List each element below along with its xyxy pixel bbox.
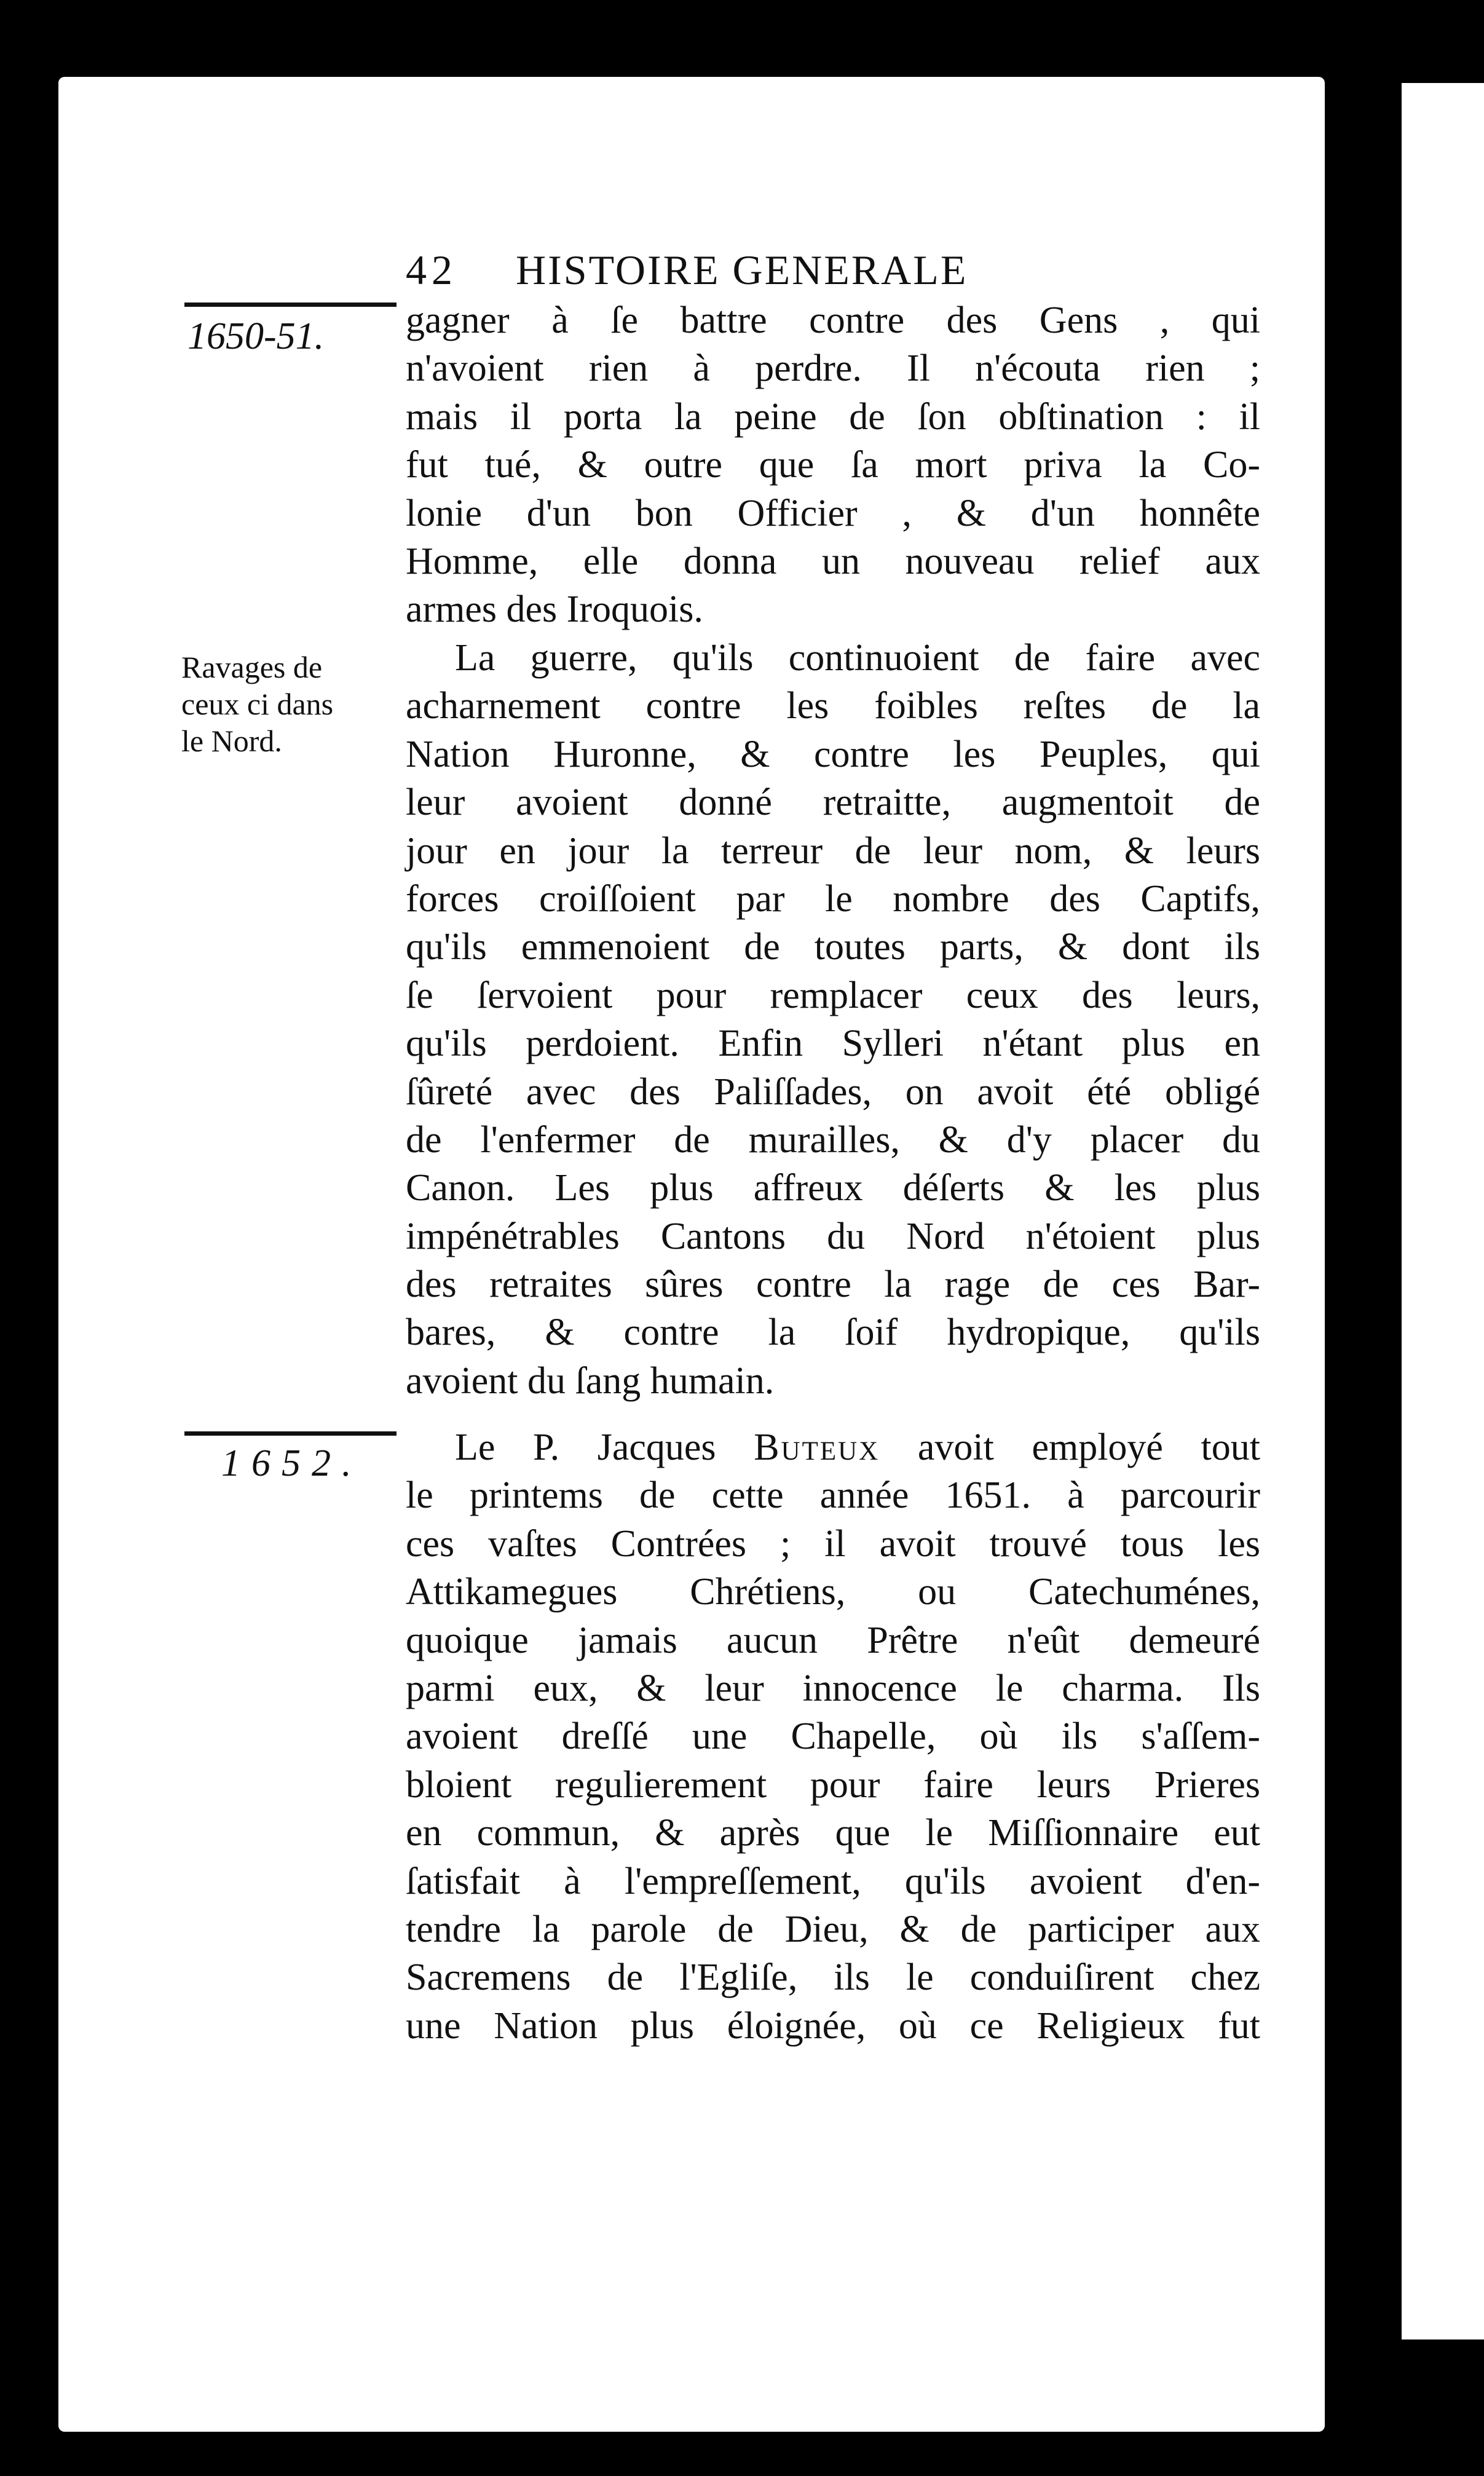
text-line: avoient dreſſé une Chapelle, où ils s'aſſem-: [406, 1715, 1260, 1758]
text-line: n'avoient rien à perdre. Il n'écouta rien ;: [406, 347, 1260, 390]
text-segment: avoit employé tout: [917, 1426, 1261, 1468]
paragraph: [406, 634, 1260, 1405]
text-line: gagner à ſe battre contre des Gens , qui: [406, 299, 1260, 341]
text-line: de l'enfermer de murailles, & d'y placer du: [406, 1118, 1260, 1161]
text-line: impénétrables Cantons du Nord n'étoient plus: [406, 1215, 1260, 1257]
text-line: Sacremens de l'Egliſe, ils le conduiſirent chez: [406, 1956, 1260, 1999]
running-header: [406, 246, 968, 295]
text-line: armes des Iroquois.: [406, 588, 703, 631]
text-line: parmi eux, & leur innocence le charma. Ils: [406, 1667, 1260, 1709]
text-line: fut tué, & outre que ſa mort priva la Co-: [406, 444, 1260, 486]
person-name: Buteux: [754, 1426, 880, 1468]
text-segment: Le P. Jacques: [455, 1426, 716, 1468]
text-line: qu'ils emmenoient de toutes parts, & dont ils: [406, 926, 1260, 968]
margin-rule: [184, 1431, 397, 1436]
text-line: en commun, & après que le Miſſionnaire eut: [406, 1812, 1260, 1854]
paragraph: [406, 1423, 1260, 2050]
text-line: bares, & contre la ſoif hydropique, qu'ils: [406, 1311, 1260, 1354]
text-line: ces vaſtes Contrées ; il avoit trouvé tous les: [406, 1522, 1260, 1565]
text-line: des retraites sûres contre la rage de ces Bar-: [406, 1264, 1260, 1306]
margin-note-line: le Nord.: [181, 724, 282, 758]
text-line: ſatisfait à l'empreſſement, qu'ils avoient d'en-: [406, 1860, 1260, 1902]
text-line: forces croiſſoient par le nombre des Captifs,: [406, 877, 1260, 920]
margin-year: 1652.: [221, 1442, 363, 1484]
text-line: ſe ſervoient pour remplacer ceux des leurs,: [406, 974, 1260, 1016]
text-line: une Nation plus éloignée, où ce Religieux fut: [406, 2004, 1260, 2047]
margin-note-line: ceux ci dans: [181, 687, 334, 721]
text-line: acharnement contre les foibles reſtes de la: [406, 685, 1260, 727]
text-line: tendre la parole de Dieu, & de participer aux: [406, 1908, 1260, 1950]
text-line: bloient regulierement pour faire leurs Prieres: [406, 1763, 1260, 1806]
text-line: mais il porta la peine de ſon obſtination : il: [406, 395, 1260, 438]
text-line: ſûreté avec des Paliſſades, on avoit été obligé: [406, 1070, 1260, 1113]
text-line: Attikamegues Chrétiens, ou Catechuménes,: [406, 1571, 1260, 1613]
text-line: leur avoient donné retraitte, augmentoit de: [406, 781, 1260, 824]
text-line: [406, 1423, 1260, 1471]
text-line: jour en jour la terreur de leur nom, & leurs: [406, 829, 1260, 872]
text-line: le printems de cette année 1651. à parcourir: [406, 1474, 1260, 1517]
margin-rule: [184, 303, 397, 307]
text-line: avoient du ſang humain.: [406, 1359, 775, 1402]
text-line: Nation Huronne, & contre les Peuples, qui: [406, 733, 1260, 775]
text-line: qu'ils perdoient. Enfin Sylleri n'étant plus en: [406, 1022, 1260, 1065]
text-line: lonie d'un bon Officier , & d'un honnête: [406, 492, 1260, 534]
text-line: La guerre, qu'ils continuoient de faire avec: [455, 637, 1260, 679]
margin-year: 1650-51.: [187, 315, 325, 357]
page-number: 42: [406, 247, 457, 293]
text-line: Canon. Les plus affreux déſerts & les plus: [406, 1167, 1260, 1209]
text-line: Homme, elle donna un nouveau relief aux: [406, 540, 1260, 582]
facing-page-edge: [1402, 83, 1484, 2340]
margin-note: [181, 649, 409, 759]
paragraph: [406, 296, 1260, 634]
running-title: HISTOIRE GENERALE: [516, 247, 968, 293]
text-line: quoique jamais aucun Prêtre n'eût demeuré: [406, 1619, 1260, 1661]
margin-note-line: Ravages de: [181, 650, 323, 684]
